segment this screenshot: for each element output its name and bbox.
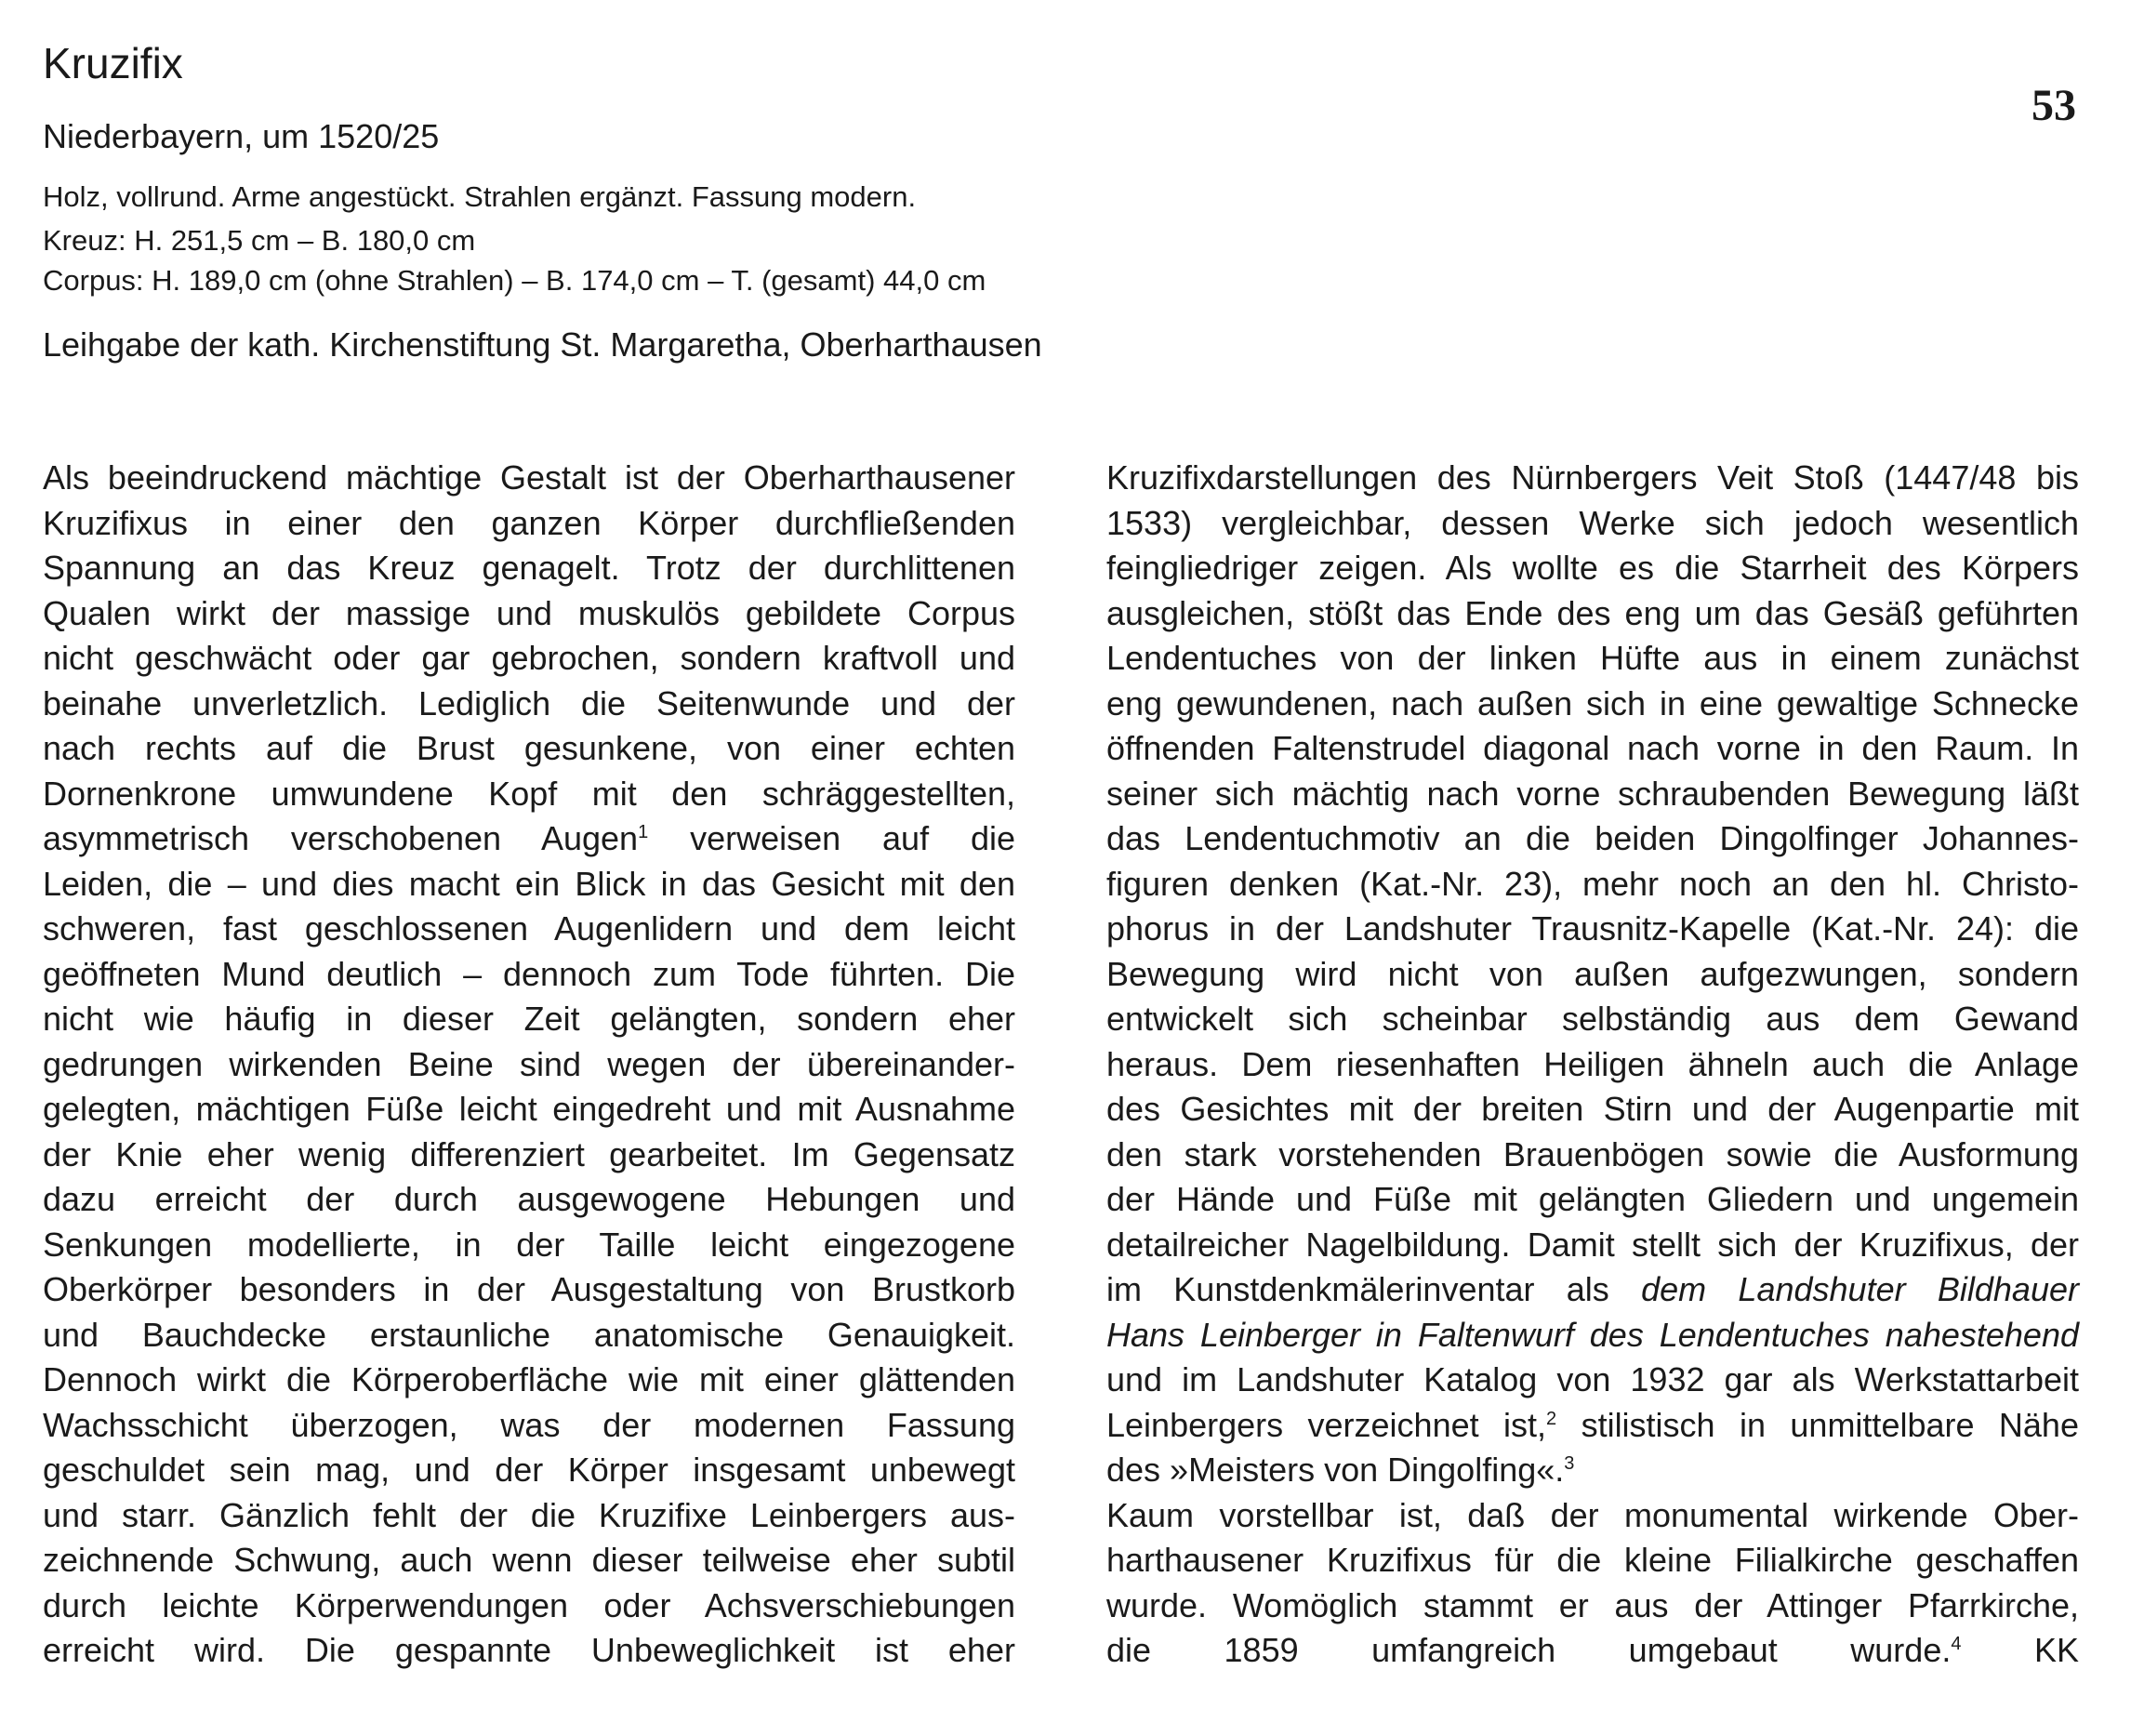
author-initials: KK xyxy=(2033,1631,2079,1669)
text-line-with-footnote xyxy=(43,816,1015,862)
text-line: nicht geschwächt oder gar gebrochen, sondern kraftvoll und xyxy=(43,639,1015,677)
text-line: nach rechts auf die Brust gesunkene, von einer echten xyxy=(43,729,1015,767)
text-line: des Gesichtes mit der breiten Stirn und der Augenpartie mit xyxy=(1106,1090,2079,1128)
text-line: gelegten, mächtigen Füße leicht eingedreht und mit Ausnahme xyxy=(43,1090,1015,1128)
text-line: Dornenkrone umwundene Kopf mit den schräggestellten, xyxy=(43,774,1015,813)
text-line: erreicht wird. Die gespannte Unbeweglichkeit ist eher xyxy=(43,1631,1015,1669)
entry-title: Kruzifix xyxy=(43,39,183,87)
text-line: Senkungen modellierte, in der Taille leicht eingezogene xyxy=(43,1225,1015,1264)
text-line-italic xyxy=(1106,1313,2079,1358)
text-line: Kruzifixus in einer den ganzen Körper durchfließenden xyxy=(43,503,1015,542)
text-line: dazu erreicht der durch ausgewogene Hebungen und xyxy=(43,1180,1015,1218)
text-fragment: verweisen auf die xyxy=(690,819,1015,857)
text-line-with-author xyxy=(1106,1628,2079,1674)
text-line: Oberkörper besonders in der Ausgestaltung von Brustkorb xyxy=(43,1270,1015,1308)
text-line: zeichnende Schwung, auch wenn dieser teilweise eher subtil xyxy=(43,1541,1015,1579)
text-line: Leiden, die – und dies macht ein Blick in das Gesicht mit den xyxy=(43,864,1015,903)
text-line: Wachsschicht überzogen, was der modernen Fassung xyxy=(43,1405,1015,1444)
text-line: Kruzifixdarstellungen des Nürnbergers Veit Stoß (1447/48 bis xyxy=(1106,458,2079,497)
text-line: durch leichte Körperwendungen oder Achsverschiebungen xyxy=(43,1585,1015,1624)
text-line: öffnenden Faltenstrudel diagonal nach vorne in den Raum. In xyxy=(1106,729,2079,767)
text-fragment: Leinbergers verzeichnet ist, xyxy=(1106,1405,1547,1444)
text-line: detailreicher Nagelbildung. Damit stellt sich der Kruzifixus, der xyxy=(1106,1225,2079,1264)
text-line: geöffneten Mund deutlich – dennoch zum Tode führten. Die xyxy=(43,954,1015,993)
text-line: entwickelt sich scheinbar selbständig aus dem Gewand xyxy=(1106,1000,2079,1038)
text-line: figuren denken (Kat.-Nr. 23), mehr noch an den hl. Christo- xyxy=(1106,864,2079,903)
text-line-with-italic xyxy=(1106,1267,2079,1313)
text-line: und starr. Gänzlich fehlt der die Kruzifixe Leinbergers aus- xyxy=(43,1495,1015,1534)
loan-credit: Leihgabe der kath. Kirchenstiftung St. Margaretha, Oberharthausen xyxy=(43,325,1042,364)
text-line-with-footnote xyxy=(1106,1403,2079,1449)
text-line: Lendentuches von der linken Hüfte aus in einem zunächst xyxy=(1106,639,2079,677)
text-line: Qualen wirkt der massige und muskulös gebildete Corpus xyxy=(43,593,1015,632)
footnote-mark: 3 xyxy=(1564,1453,1575,1474)
text-line: Als beeindruckend mächtige Gestalt ist der Oberharthausener xyxy=(43,458,1015,497)
text-line: 1533) vergleichbar, dessen Werke sich jedoch wesentlich xyxy=(1106,503,2079,542)
text-column-right xyxy=(1106,456,2079,1674)
cross-dimensions: Kreuz: H. 251,5 cm – B. 180,0 cm xyxy=(43,224,476,257)
text-line: geschuldet sein mag, und der Körper insgesamt unbewegt xyxy=(43,1451,1015,1489)
text-line: Bewegung wird nicht von außen aufgezwungen, sondern xyxy=(1106,954,2079,993)
entry-origin-date: Niederbayern, um 1520/25 xyxy=(43,117,440,155)
text-line: und im Landshuter Katalog von 1932 gar als Werkstattarbeit xyxy=(1106,1360,2079,1398)
text-line: phorus in der Landshuter Trausnitz-Kapelle (Kat.-Nr. 24): die xyxy=(1106,909,2079,948)
text-line: harthausener Kruzifixus für die kleine Filialkirche geschaffen xyxy=(1106,1541,2079,1579)
text-fragment: im Kunstdenkmälerinventar als xyxy=(1106,1270,1609,1308)
text-fragment: asymmetrisch verschobenen Augen xyxy=(43,819,639,857)
footnote-mark: 4 xyxy=(1951,1634,1962,1654)
text-line: der Knie eher wenig differenziert gearbeitet. Im Gegensatz xyxy=(43,1134,1015,1173)
text-column-left xyxy=(43,456,1015,1674)
text-line: das Lendentuchmotiv an die beiden Dingolfinger Johannes- xyxy=(1106,819,2079,857)
text-line: heraus. Dem riesenhaften Heiligen ähneln auch die Anlage xyxy=(1106,1044,2079,1083)
text-line: Dennoch wirkt die Körperoberfläche wie mit einer glättenden xyxy=(43,1360,1015,1398)
corpus-dimensions: Corpus: H. 189,0 cm (ohne Strahlen) – B. 174,0 cm – T. (gesamt) 44,0 cm xyxy=(43,264,986,297)
text-line: eng gewundenen, nach außen sich in eine gewaltige Schnecke xyxy=(1106,683,2079,722)
text-fragment: die 1859 umfangreich umgebaut wurde. xyxy=(1106,1631,1952,1669)
text-line: der Hände und Füße mit gelängten Gliedern und ungemein xyxy=(1106,1180,2079,1218)
text-line: beinahe unverletzlich. Lediglich die Seitenwunde und der xyxy=(43,683,1015,722)
catalog-number: 53 xyxy=(2032,81,2076,130)
text-line: seiner sich mächtig nach vorne schraubenden Bewegung läßt xyxy=(1106,774,2079,813)
footnote-mark: 1 xyxy=(638,822,649,842)
text-fragment: des »Meisters von Dingolfing«. xyxy=(1106,1451,1565,1489)
object-details xyxy=(43,177,1158,300)
text-line-with-footnote xyxy=(1106,1448,2079,1493)
italic-quotation: dem Landshuter Bildhauer xyxy=(1641,1270,2079,1308)
text-fragment xyxy=(43,819,648,857)
text-fragment xyxy=(1106,1631,1961,1669)
text-fragment xyxy=(1106,1406,1556,1444)
text-line: Spannung an das Kreuz genagelt. Trotz der durchlittenen xyxy=(43,549,1015,587)
text-line: schweren, fast geschlossenen Augenlidern und dem leicht xyxy=(43,909,1015,948)
footnote-mark: 2 xyxy=(1546,1408,1557,1429)
text-line: Kaum vorstellbar ist, daß der monumental wirkende Ober- xyxy=(1106,1495,2079,1534)
material-description: Holz, vollrund. Arme angestückt. Strahlen ergänzt. Fassung modern. xyxy=(43,180,917,213)
italic-quotation: Hans Leinberger in Faltenwurf des Lendentuches nahestehend xyxy=(1106,1315,2079,1354)
text-fragment: stilistisch in unmittelbare Nähe xyxy=(1581,1405,2079,1444)
text-line: nicht wie häufig in dieser Zeit gelängten, sondern eher xyxy=(43,1000,1015,1038)
text-line: feingliedriger zeigen. Als wollte es die Starrheit des Körpers xyxy=(1106,549,2079,587)
text-line: ausgleichen, stößt das Ende des eng um das Gesäß geführten xyxy=(1106,593,2079,632)
text-line: wurde. Womöglich stammt er aus der Attinger Pfarrkirche, xyxy=(1106,1585,2079,1624)
text-line: und Bauchdecke erstaunliche anatomische Genauigkeit. xyxy=(43,1315,1015,1354)
text-line: gedrungen wirkenden Beine sind wegen der übereinander- xyxy=(43,1044,1015,1083)
text-line: den stark vorstehenden Brauenbögen sowie die Ausformung xyxy=(1106,1134,2079,1173)
